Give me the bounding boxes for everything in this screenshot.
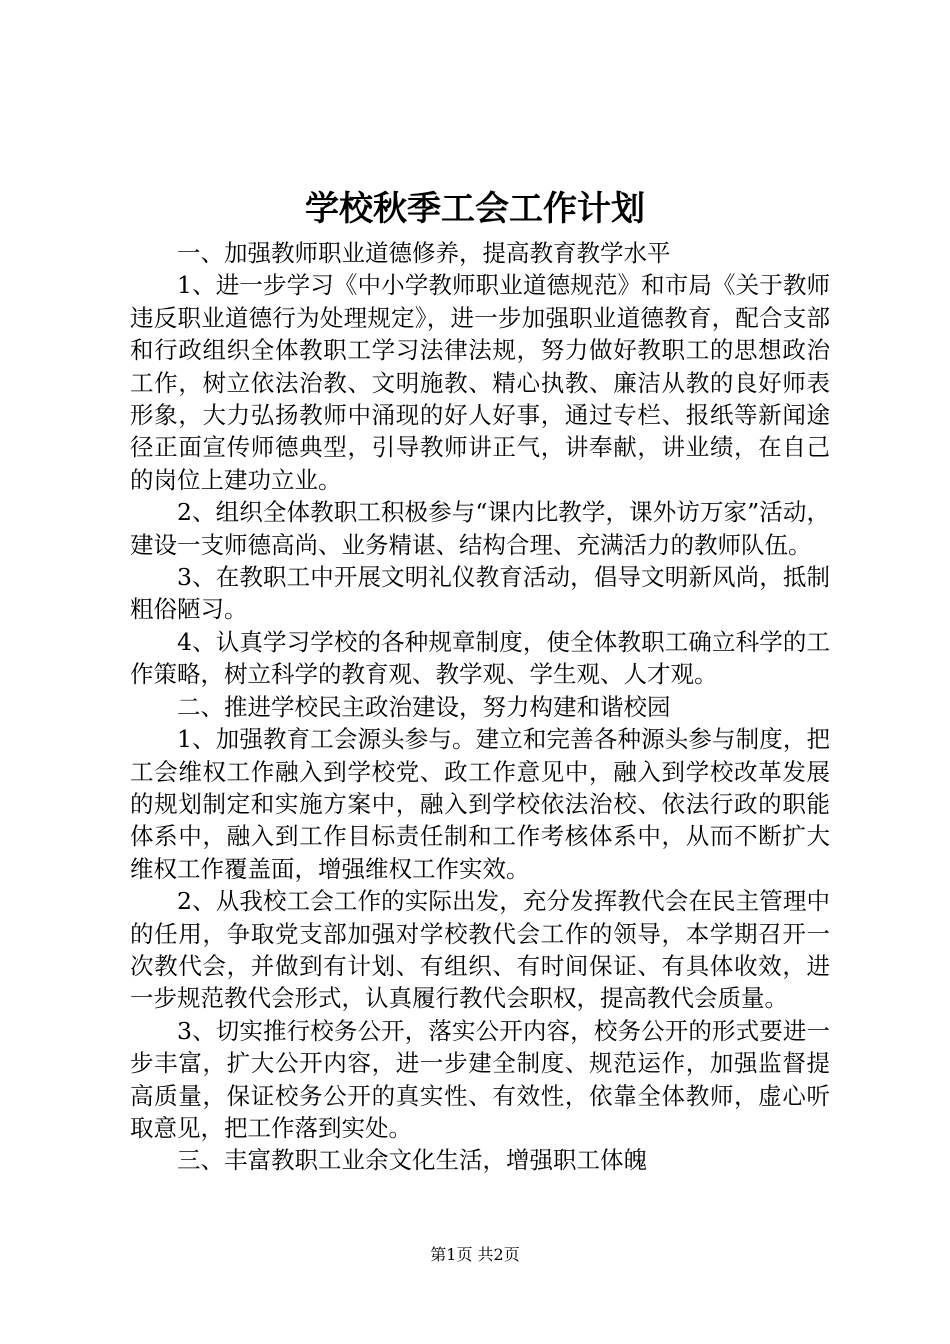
paragraph-2-1: 1、加强教育工会源头参与。建立和完善各种源头参与制度，把工会维权工作融入到学校党、政工作意见中，融入到学校改革发展的规划制定和实施方案中，融入到学校依法治校、依法行政的职能体系中，融入到工作目标责任制和工作考核体系中，从而不断扩大维权工作覆盖面，增强维权工作实效。 bbox=[130, 725, 830, 883]
paragraph-1-3: 3、在教职工中开展文明礼仪教育活动，倡导文明新风尚，抵制粗俗陋习。 bbox=[130, 563, 830, 624]
paragraph-1-1: 1、进一步学习《中小学教师职业道德规范》和市局《关于教师违反职业道德行为处理规定》，进一步加强职业道德教育，配合支部和行政组织全体教职工学习法律法规，努力做好教职工的思想政治工作，树立依法治教、文明施教、精心执教、廉洁从教的良好师表形象，大力弘扬教师中涌现的好人好事，通过专栏、报纸等新闻途径正面宣传师德典型，引导教师讲正气，讲奉献，讲业绩，在自己的岗位上建功立业。 bbox=[130, 271, 830, 494]
paragraph-2-3: 3、切实推行校务公开，落实公开内容，校务公开的形式要进一步丰富，扩大公开内容，进一步建全制度、规范运作，加强监督提高质量，保证校务公开的真实性、有效性，依靠全体教师，虚心听取意见，把工作落到实处。 bbox=[130, 1016, 830, 1142]
heading-section-2: 二、推进学校民主政治建设，努力构建和谐校园 bbox=[177, 692, 671, 721]
document-title: 学校秋季工会工作计划 bbox=[305, 189, 645, 229]
paragraph-2-2: 2、从我校工会工作的实际出发，充分发挥教代会在民主管理中的任用，争取党支部加强对学校教代会工作的领导，本学期召开一次教代会，并做到有计划、有组织、有时间保证、有具体收效，进一步规范教代会形式，认真履行教代会职权，提高教代会质量。 bbox=[130, 887, 830, 1013]
paragraph-1-2: 2、组织全体教职工积极参与“课内比教学，课外访万家”活动，建设一支师德高尚、业务精谌、结构合理、充满活力的教师队伍。 bbox=[130, 498, 830, 559]
heading-section-3: 三、丰富教职工业余文化生活，增强职工体魄 bbox=[177, 1146, 647, 1175]
document-body bbox=[130, 237, 830, 1177]
page-footer: 第1页 共2页 bbox=[430, 1245, 520, 1264]
paragraph-1-4: 4、认真学习学校的各种规章制度，使全体教职工确立科学的工作策略，树立科学的教育观、教学观、学生观、人才观。 bbox=[130, 627, 830, 689]
heading-section-1: 一、加强教师职业道德修养，提高教育教学水平 bbox=[177, 239, 671, 267]
